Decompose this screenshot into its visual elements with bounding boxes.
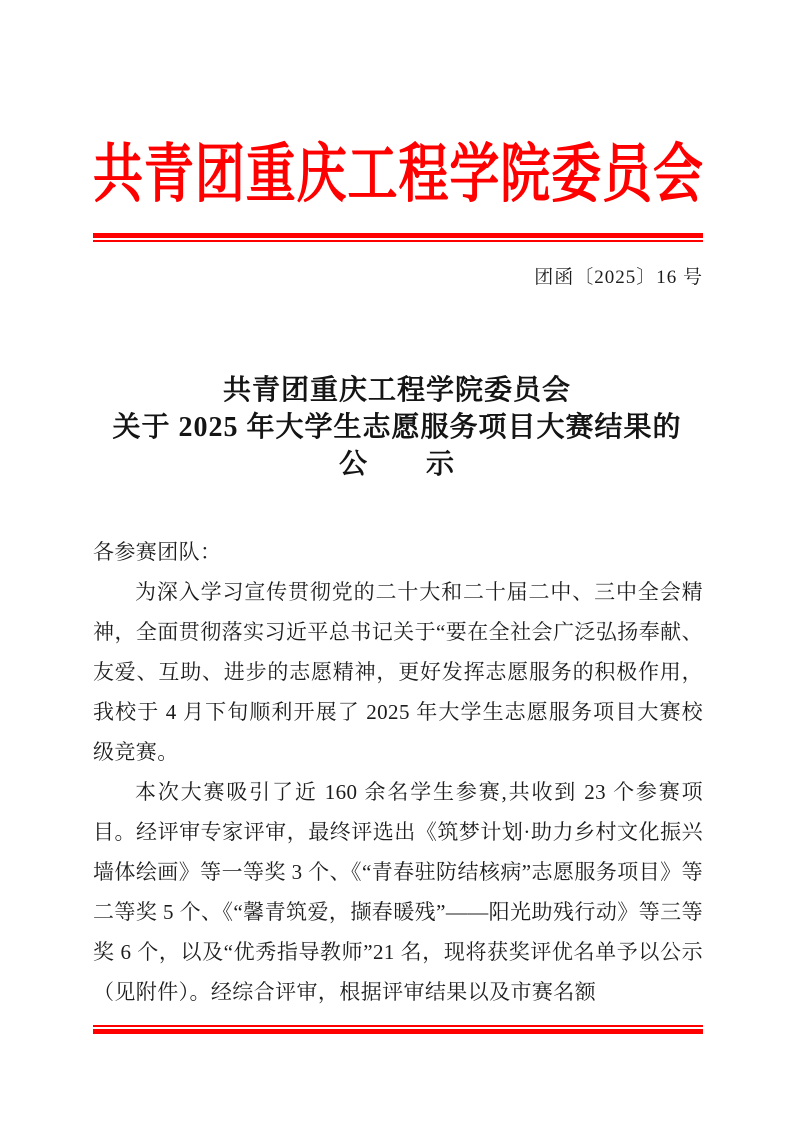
paragraph-1: 为深入学习宣传贯彻党的二十大和二十届二中、三中全会精神，全面贯彻落实习近平总书记关于“要在全社会广泛弘扬奉献、友爱、互助、进步的志愿精神，更好发挥志愿服务的积极作用，我校于 4 月下旬顺利开展了 2025 年大学生志愿服务项目大赛校级竞赛。	[93, 580, 703, 764]
paragraph-2: 本次大赛吸引了近 160 余名学生参赛,共收到 23 个参赛项目。经评审专家评审，最终评选出《筑梦计划·助力乡村文化振兴墙体绘画》等一等奖 3 个、《“青春驻防结核病”志愿服务项目》等二等奖 5 个、《“馨青筑爱，撷春暖残”——阳光助残行动》等三等奖 6 个，以及“优秀指导教师”21 名，现将获奖评优名单予以公示（见附件）。经综合评审，根据评审结果以及市赛名额	[93, 780, 703, 1004]
title-line-2: 关于 2025 年大学生志愿服务项目大赛结果的	[112, 412, 682, 443]
letterhead-divider	[93, 233, 703, 242]
divider-thin-bar	[93, 240, 703, 242]
letterhead-org-title: 共青团重庆工程学院委员会	[93, 138, 703, 211]
title-line-1: 共青团重庆工程学院委员会	[222, 375, 571, 406]
document-title	[0, 372, 794, 483]
divider-thick-bar	[93, 1029, 703, 1034]
document-number: 团函〔2025〕16 号	[534, 267, 703, 288]
salutation: 各参赛团队：	[93, 540, 222, 564]
title-line-3: 公 示	[338, 449, 455, 480]
footer-divider	[93, 1025, 703, 1034]
document-body	[93, 532, 703, 1012]
